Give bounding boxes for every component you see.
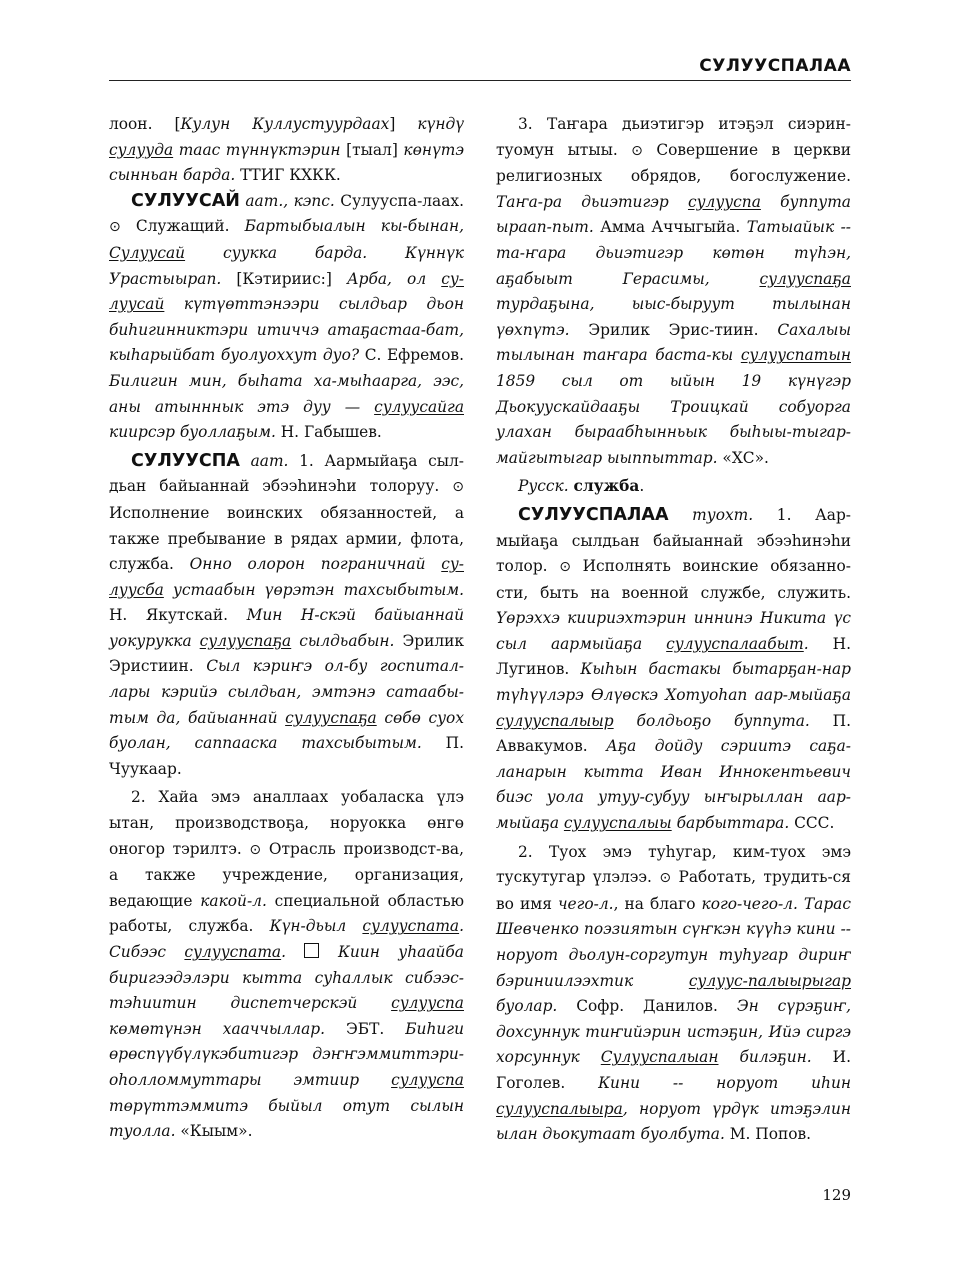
headword-suluusai: СУЛУУСАЙ [131,190,240,211]
example-marker-icon: ⊙ [109,219,121,236]
running-head: СУЛУУСПАЛАА [699,56,851,76]
header-rule [109,80,851,81]
example-marker-icon: ⊙ [452,479,464,496]
left-column [109,112,464,1145]
entry-suluuspalaa-sense-2: 2. Туох эмэ туһугар, ким-туох эмэ тускутугар үлэлээ. ⊙ Работать, трудить-ся во имя чего-л., на благо кого-чего-л. Тарас Шевченко поэзиятын сүҥкэн күүһэ кини -- норуот дьолун-соргутун туһугар дириҥ бэриниилээхтик сулуус-палыырыгар буолар. Софр. Данилов. Эн сүрэҕиҥ, дохсуннук тиҥийэрин истэҕин, Ийэ сиргэ хорсуннук Сулууспалыан билэҕин. И. Гоголев. Кини -- норуот иһин сулууспалыыра, норуот үрдүк итэҕэлин ылан дьокутаат буолбута. М. Попов. [496,842,852,1144]
entry-suluuspa-sense-3: 3. Таҥара дьиэтигэр итэҕэл сиэрин-туомун ытыы. ⊙ Совершение в церкви религиозных обрядов, богослужение. Таҥа-ра дьиэтигэр сулууспа буппута ыраап-пыт. Амма Аччыгыйа. Татыайык -- та-ҥара дьиэтигэр көтөн түһэн, аҕабыыт Герасимы, сулууспаҕа турдаҕына, ыыс-быруут тылынан үөхпүтэ. Эрилик Эрис-тиин. Сахалыы тылынан таҥара баста-кы сулууспатын 1859 сыл от ыйын 19 күнүгэр Дьокуускайдааҕы Троицкай собуорга улахан быраабһынньык быһыы-тыгар-майгытыгар ыыппыттар. «ХС». [496,115,852,467]
example-marker-icon: ⊙ [659,870,672,887]
headword-suluuspa: СУЛУУСПА [131,450,240,471]
entry-continuation: лоон. [Кулун Куллустуурдаах] күндү сулууда таас түннүктэрин [тыал] көнүтэ сынньан барда. ТТИГ КХКК. [109,115,465,185]
entry-suluuspalaa-sense-1: СУЛУУСПАЛАА туохт. 1. Аар-мыйаҕа сылдьан байыаннай эбээһинэһи толор. ⊙ Исполнять воинские обязанно-сти, быть на военной службе, служить. Үөрэххэ киириэхтэрин иннинэ Никита үс сыл аармыйаҕа сулууспалаабыт. Н. Лугинов. Кыһын бастакы бытарҕан-нар түһүүлэрэ Өлүөскэ Хотуоһап аар-мыйаҕа сулууспалыыр болдьоҕо буппута. П. Аввакумов. Аҕа дойду сэриитэ саҕа-ланарын кытта Иван Иннокентьевич биэс уола утуу-субуу ыҥырыллан аар-мыйаҕа сулууспалыы барбыттара. ССС. [496,504,851,833]
right-column [496,112,851,1148]
entry-suluuspa-sense-2: 2. Хайа эмэ аналлаах уобаласка үлэ ытан, производствоҕа, норуокка өнгө оногор тэрилтэ. ⊙ Отрасль производст-ва, а также учреждение, организация, ведающие какой-л. специальной областью работы, служба. Күн-дьыл сулууспата. Сибээс сулууспата. Киин уһаайба биригээдэлэри кытта суһаллык сибээс-тэһиитин диспетчерскэй сулууспа көмөтүнэн хааччыллар. ЭБТ. Биһиги өрөспүүбүлүкэбитигэр дэҥҥэммиттэри-оһолломмуттары эмтиир сулууспа төрүттэммитэ быйыл отут сылын туолла. «Кыым». [109,788,464,1141]
russian-equivalent: Русск. служба. [518,477,645,496]
example-marker-icon: ⊙ [249,841,262,858]
entry-suluusai: СУЛУУСАЙ аат., кэпс. Сулууспа-лаах. ⊙ Служащий. Бартыбыалын кы-бынан, Сулуусай суукка барда. Күннүк Урастыырап. [Кэтириис:] Арба, ол су-луусай күтүөттэнээри сылдьар дьон биһигинниктэри итиччэ атаҕастаа-бат, кыһарыйбат буолуоххут дуо? С. Ефремов. Билигин мин, быһата ха-мыһаарга, ээс, аны атынннык этэ дуу — сулуусайга киирсэр буоллаҕым. Н. Габышев. [109,190,464,442]
example-marker-icon: ⊙ [559,559,571,576]
phrase-box-icon [304,943,319,958]
page-number: 129 [822,1186,851,1204]
example-marker-icon: ⊙ [631,142,643,159]
entry-suluuspa-sense-1: СУЛУУСПА аат. 1. Аармыйаҕа сыл-дьан байыаннай эбээһинэһи толоруу. ⊙ Исполнение воинских обязанностей, а также пребывание в рядах армии, флота, служба. Онно олорон пограничнай су-луусба устаабын үөрэтэн тахсыбытым. Н. Якутскай. Мин Н-скэй байыаннай уокуруккa сулууспаҕа сылдьабын. Эрилик Эристиин. Сыл кэриҥэ ол-бу госпитал-лары кэрийэ сылдьан, эмтэнэ сатаабы-тым да, байыаннай сулууспаҕа сөбө суох буолан, саппааска тахсыбытым. П. Чуукаар. [109,450,464,778]
headword-suluuspalaa: СУЛУУСПАЛАА [518,504,669,525]
